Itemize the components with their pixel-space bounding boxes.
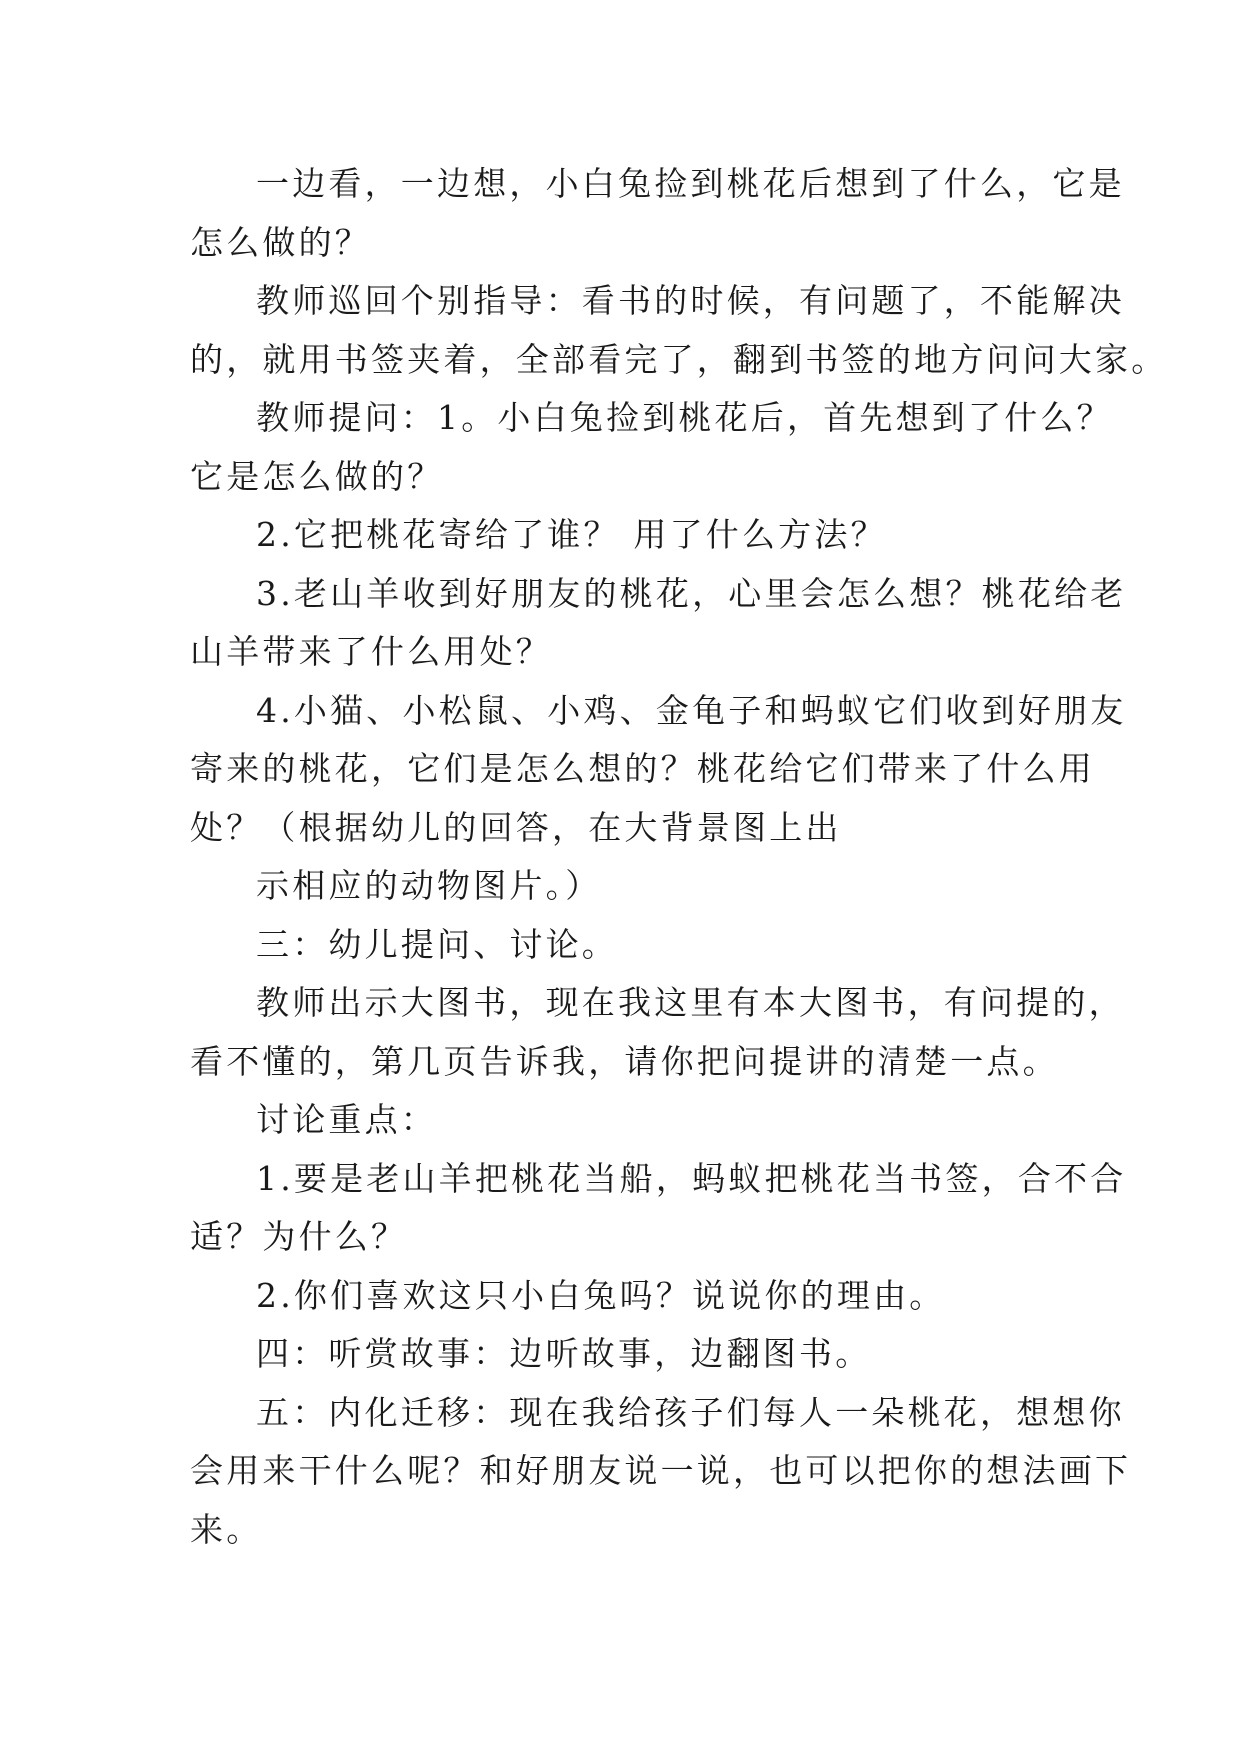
text-line: 三：幼儿提问、讨论。 [256, 924, 618, 964]
text-line: 3.老山羊收到好朋友的桃花，心里会怎么想？桃花给老 [256, 573, 1127, 613]
text-line: 会用来干什么呢？和好朋友说一说，也可以把你的想法画下 [190, 1451, 1132, 1490]
paragraph [190, 857, 1052, 916]
paragraph [190, 1091, 1052, 1150]
paragraph [190, 1150, 1127, 1267]
text-line: 看不懂的，第几页告诉我，请你把问提讲的清楚一点。 [190, 1041, 1059, 1081]
text-line: 一边看，一边想，小白兔捡到桃花后想到了什么，它是 [256, 164, 1125, 203]
text-line: 五：内化迁移：现在我给孩子们每人一朵桃花，想想你 [256, 1392, 1125, 1432]
text-line: 的，就用书签夹着，全部看完了，翻到书签的地方问问大家。 [190, 339, 1168, 379]
text-line: 示相应的动物图片。） [256, 866, 602, 905]
text-line: 适？为什么？ [190, 1217, 408, 1256]
text-line: 1.要是老山羊把桃花当船，蚂蚁把桃花当书签，合不合 [256, 1158, 1127, 1198]
paragraph [190, 506, 1052, 565]
paragraph [190, 1384, 1132, 1560]
paragraph [190, 916, 1052, 975]
text-line: 怎么做的？ [190, 222, 371, 262]
paragraph [190, 974, 1125, 1091]
document-body [190, 155, 1168, 1559]
text-line: 4.小猫、小松鼠、小鸡、金龟子和蚂蚁它们收到好朋友 [256, 690, 1127, 730]
text-line: 处？（根据幼儿的回答，在大背景图上出 [190, 807, 842, 847]
text-line: 教师提问：1。小白兔捡到桃花后，首先想到了什么？ [256, 398, 1113, 437]
text-line: 四：听赏故事：边听故事，边翻图书。 [256, 1334, 872, 1373]
paragraph [190, 1267, 1052, 1326]
paragraph [190, 565, 1127, 682]
paragraph [190, 1325, 1052, 1384]
text-line: 讨论重点： [256, 1100, 437, 1139]
text-line: 2.你们喜欢这只小白兔吗？说说你的理由。 [256, 1275, 946, 1315]
text-line: 它是怎么做的？ [190, 456, 444, 496]
text-line: 2.它把桃花寄给了谁？ 用了什么方法？ [256, 515, 887, 554]
paragraph [190, 155, 1125, 272]
text-line: 教师出示大图书，现在我这里有本大图书，有问提的， [256, 983, 1125, 1022]
paragraph [190, 272, 1168, 389]
text-line: 山羊带来了什么用处？ [190, 632, 552, 671]
text-line: 教师巡回个别指导：看书的时候，有问题了，不能解决 [256, 281, 1125, 320]
paragraph [190, 389, 1113, 506]
paragraph [190, 682, 1127, 858]
text-line: 寄来的桃花，它们是怎么想的？桃花给它们带来了什么用 [190, 749, 1095, 788]
text-line: 来。 [190, 1509, 263, 1549]
